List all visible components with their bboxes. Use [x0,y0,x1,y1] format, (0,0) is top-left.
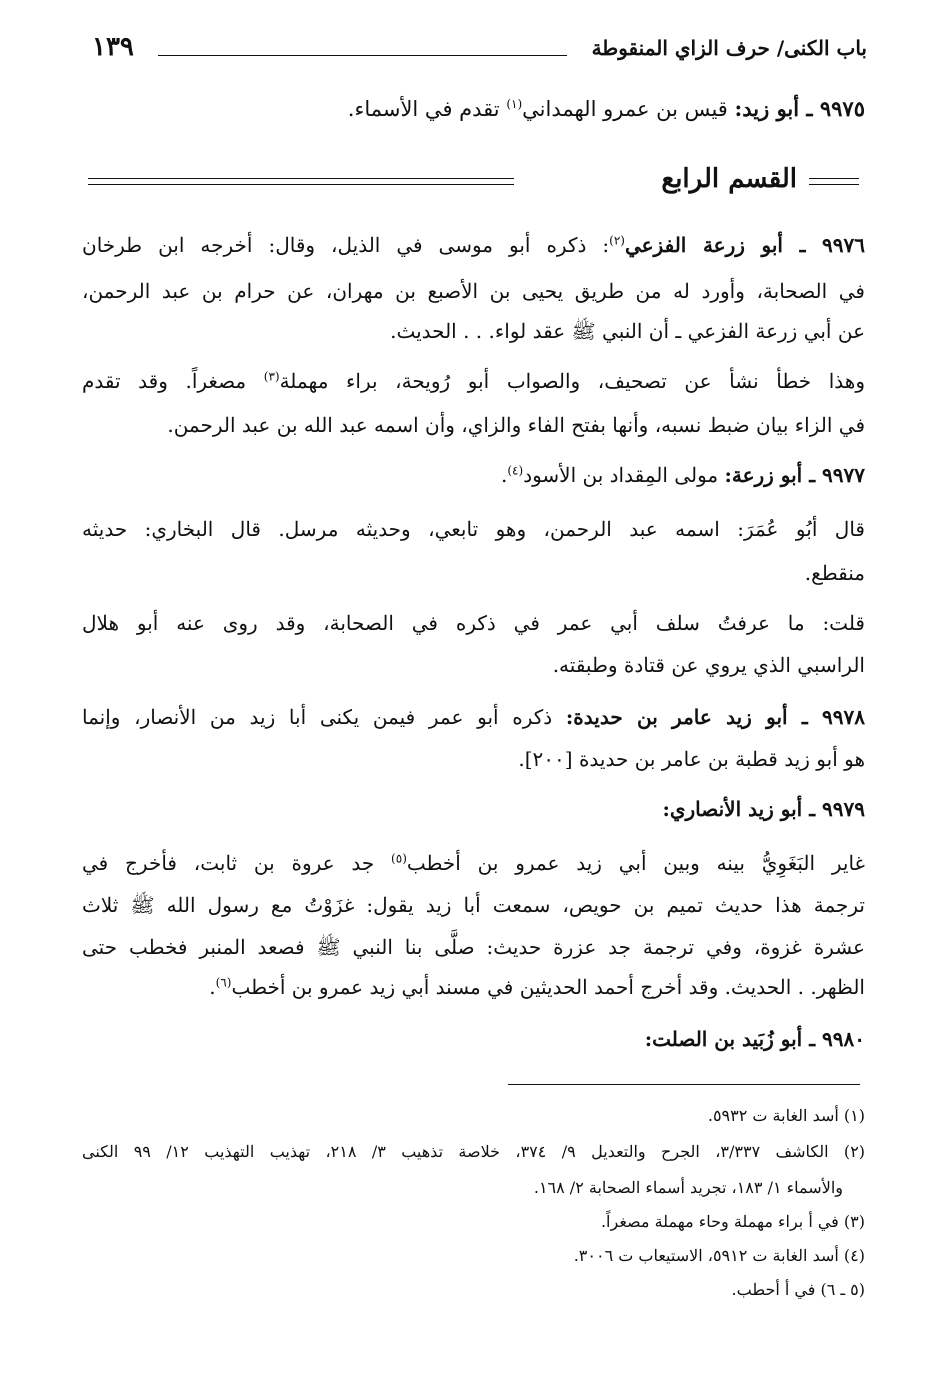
footnote: (٢) الكاشف ٣/٣٣٧، الجرح والتعديل ٩/ ٣٧٤، خلاصة تذهيب ٣/ ٢١٨، تهذيب التهذيب ١٢/ ٩٩ الكنى [82,1142,866,1161]
entry-text: قيس بن عمرو الهمداني [522,97,735,121]
line-text: مصغراً. وقد تقدم [82,369,264,393]
entry-9980: ٩٩٨٠ ـ أبو زُبَيد بن الصلت: [644,1027,865,1051]
text-line: قلت: ما عرفتُ سلف أبي عمر في ذكره في الصحابة، وقد روى عنه أبو هلال [82,611,865,635]
footnote-ref: (٥) [391,851,407,866]
running-header [80,32,867,68]
footnote-ref: (١) [506,97,523,111]
footnote-rule [508,1084,860,1085]
line-text: غاير البَغَوِيُّ بينه وبين أبي زيد عمرو بن أخطب [406,851,866,875]
footnote: (١) أسد الغابة ت ٥٩٣٢. [707,1106,865,1125]
line-text: ذكره أبو عمر فيمن يكنى أبا زيد من الأنصار، وإنما [82,705,566,729]
text-line: عن أبي زرعة الفزعي ـ أن النبي ﷺ عقد لواء. . . الحديث. [390,319,865,343]
footnote-ref: (٣) [263,369,280,384]
text-line: هو أبو زيد قطبة بن عامر بن حديدة [٢٠٠]. [518,747,865,771]
line-text: : ذكره أبو موسى في الذيل، وقال: أخرجه ابن طرخان [82,233,610,257]
entry-9978 [82,704,865,730]
section-title: القسم الرابع [661,164,797,194]
line-text: مولى المِقداد بن الأسود [523,463,725,487]
text-line [82,232,865,258]
footnote-ref: (٦) [215,975,232,990]
text-line: منقطع. [804,561,865,585]
footnote: والأسماء ١/ ١٨٣، تجريد أسماء الصحابة ٢/ ١٦٨. [533,1178,843,1197]
line-text: وهذا خطأ نشأ عن تصحيف، والصواب أبو رُويحة، براء مهملة [279,369,865,393]
text-line [82,974,865,1000]
double-rule-right [809,178,859,185]
entry-number: ٩٩٧٨ ـ أبو زيد عامر بن حديدة: [565,705,865,729]
header-title: باب الكنى/ حرف الزاي المنقوطة [591,36,867,60]
footnote: (٥ ـ ٦) في أ أحطب. [731,1280,865,1299]
line-text: . [209,975,216,999]
double-rule-left [88,178,514,185]
footnote-ref: (٢) [609,233,625,248]
line-text: جد عروة بن ثابت، فأخرج في [82,851,392,875]
text-line [82,368,865,394]
text-line [82,850,865,876]
text-line: ترجمة هذا حديث تميم بن حويص، سمعت أبا زيد يقول: غزَوْتُ مع رسول الله ﷺ ثلاث [82,893,865,917]
entry-9977 [82,462,865,488]
footnote: (٣) في أ براء مهملة وحاء مهملة مصغراً. [600,1212,865,1231]
line-text: . [501,463,508,487]
text-line: في الصحابة، وأورد له من طريق يحيى بن الأصبع بن مهران، عن حرام بن عبد الرحمن، [82,279,865,303]
text-line: في الزاء بيان ضبط نسبه، وأنها بفتح الفاء والزاي، وأن اسمه عبد الله بن عبد الرحمن. [167,413,865,437]
entry-number: ٩٩٧٦ ـ أبو زرعة الفزعي [624,233,865,257]
footnote: (٤) أسد الغابة ت ٥٩١٢، الاستيعاب ت ٣٠٠٦. [573,1246,865,1265]
entry-text: تقدم في الأسماء. [347,97,507,121]
text-line: عشرة غزوة، وفي ترجمة جد عزرة حديث: صلَّى بنا النبي ﷺ فصعد المنبر فخطب حتى [82,935,865,959]
header-rule [158,55,567,56]
entry-9979: ٩٩٧٩ ـ أبو زيد الأنصاري: [662,797,865,821]
page-number: ١٣٩ [92,32,134,62]
text-line: الراسبي الذي يروي عن قتادة وطبقته. [552,653,865,677]
entry-number: ٩٩٧٧ ـ أبو زرعة: [724,463,865,487]
text-line: قال أبُو عُمَرَ: اسمه عبد الرحمن، وهو تابعي، وحديثه مرسل. قال البخاري: حديثه [82,517,865,541]
line-text: الظهر. . الحديث. وقد أخرج أحمد الحديثين في مسند أبي زيد عمرو بن أخطب [231,975,865,999]
entry-9975 [82,96,865,122]
entry-number: ٩٩٧٥ ـ أبو زيد: [734,96,865,121]
section-heading [88,164,859,204]
footnote-ref: (٤) [507,463,524,478]
